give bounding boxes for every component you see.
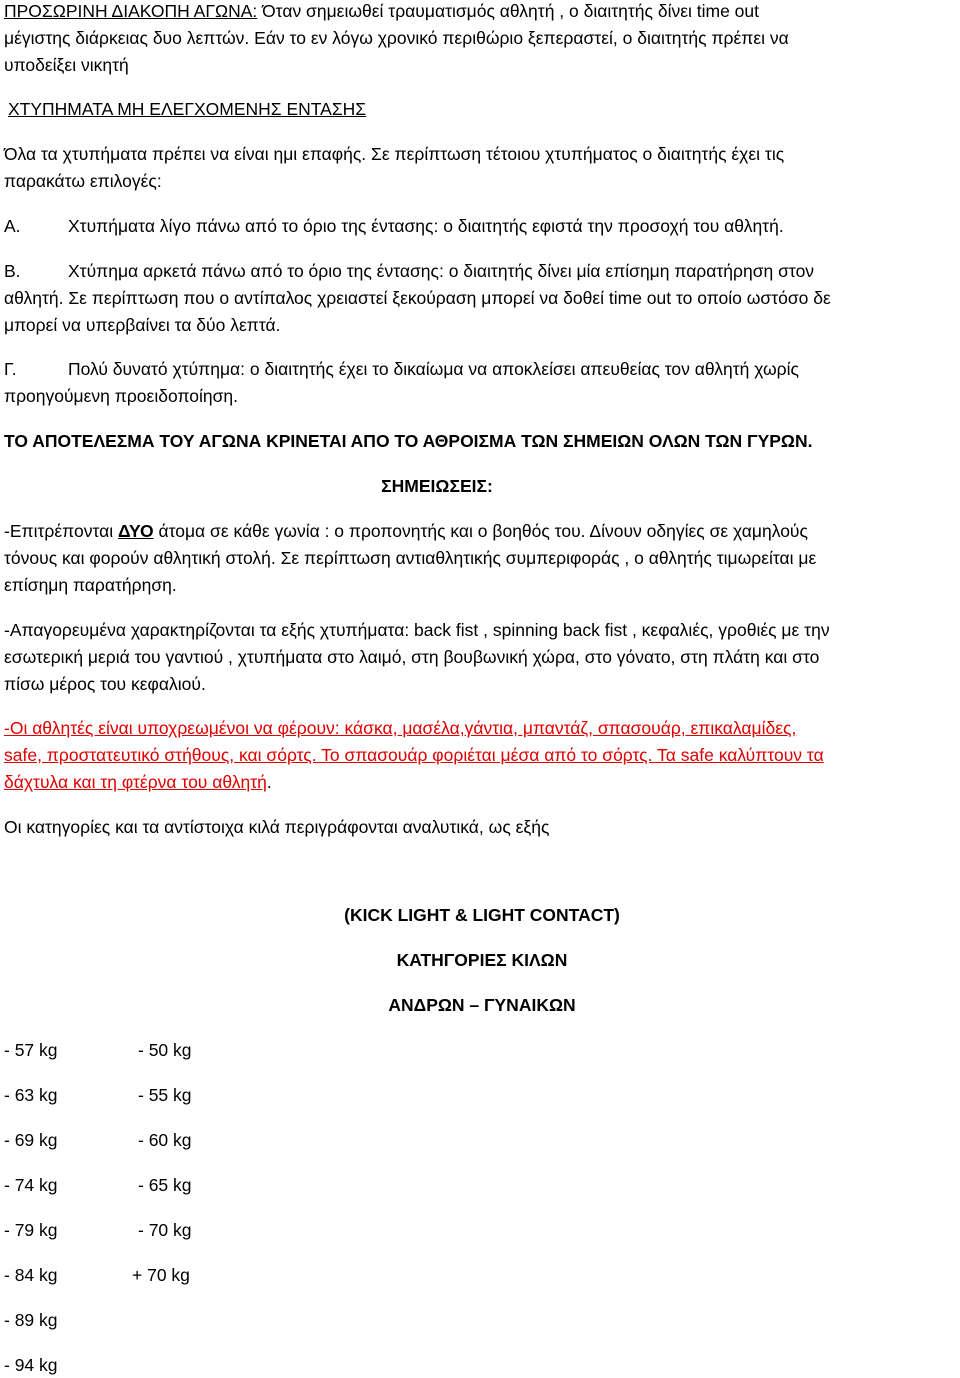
paragraph-line: safe, προστατευτικό στήθους, και σόρτς. Το σπασουάρ φοριέται μέσα από το σόρτς. Τα safe καλύπτουν τα — [4, 745, 824, 765]
option-text: Πολύ δυνατό χτύπημα: ο διαιτητής έχει το δικαίωμα να αποκλείσει απευθείας τον αθλητή χωρίς — [68, 359, 799, 379]
option-b — [4, 260, 815, 282]
women-weight: - 60 kg — [138, 1130, 192, 1150]
weight-row — [4, 1129, 192, 1151]
option-text: Χτύπημα αρκετά πάνω από το όριο της έντασης: ο διαιτητής δίνει μία επίσημη παρατήρηση στον — [68, 261, 815, 281]
women-weight: - 65 kg — [138, 1175, 192, 1195]
paragraph-line: αθλητή. Σε περίπτωση που ο αντίπαλος χρειαστεί ξεκούραση μπορεί να δοθεί time out το οποίο ωστόσο δε — [4, 288, 831, 308]
section-heading: ΧΤΥΠΗΜΑΤΑ ΜΗ ΕΛΕΓΧΟΜΕΝΗΣ ΕΝΤΑΣΗΣ — [8, 99, 367, 119]
note-1 — [4, 520, 808, 542]
women-weight: - 70 kg — [138, 1220, 192, 1240]
weight-row — [4, 1174, 192, 1196]
note-3: -Οι αθλητές είναι υποχρεωμένοι να φέρουν: κάσκα, μασέλα,γάντια, μπαντάζ, σπασουάρ, επικαλαμίδες, — [4, 718, 797, 738]
paragraph-line: μπορεί να υπερβαίνει τα δύο λεπτά. — [4, 315, 281, 335]
note-text: -Επιτρέπονται — [4, 521, 118, 541]
paragraph-line: παρακάτω επιλογές: — [4, 171, 162, 191]
option-marker: Β. — [4, 261, 21, 281]
men-weight: - 84 kg — [4, 1265, 58, 1285]
notes-title: ΣΗΜΕΙΩΣΕΙΣ: — [381, 476, 493, 496]
weight-row — [4, 1309, 132, 1331]
weight-row — [4, 1354, 132, 1376]
option-c — [4, 358, 799, 380]
paragraph-line: τόνους και φορούν αθλητική στολή. Σε περίπτωση αντιαθλητικής συμπεριφοράς , ο αθλητής τιμωρείται με — [4, 548, 817, 568]
women-weight: - 55 kg — [138, 1085, 192, 1105]
women-weight: + 70 kg — [132, 1265, 190, 1285]
weight-categories-title: ΚΑΤΗΓΟΡΙΕΣ ΚΙΛΩΝ — [396, 950, 568, 970]
paragraph-text: Όταν σημειωθεί τραυματισμός αθλητή , ο διαιτητής δίνει time out — [257, 1, 760, 21]
paragraph-line — [4, 771, 272, 793]
men-weight: - 94 kg — [4, 1355, 58, 1375]
paragraph-line: προηγούμενη προειδοποίηση. — [4, 386, 239, 406]
suspension-label: ΠΡΟΣΩΡΙΝΗ ΔΙΑΚΟΠΗ ΑΓΩΝΑ: — [4, 1, 258, 21]
categories-intro: Οι κατηγορίες και τα αντίστοιχα κιλά περιγράφονται αναλυτικά, ως εξής — [4, 817, 550, 837]
option-a — [4, 215, 784, 237]
men-weight: - 74 kg — [4, 1175, 58, 1195]
result-heading: ΤΟ ΑΠΟΤΕΛΕΣΜΑ ΤΟΥ ΑΓΩΝΑ ΚΡΙΝΕΤΑΙ ΑΠΟ ΤΟ ΑΘΡΟΙΣΜΑ ΤΩΝ ΣΗΜΕΙΩΝ ΟΛΩΝ ΤΩΝ ΓΥΡΩΝ. — [4, 431, 813, 451]
option-marker: Γ. — [4, 359, 17, 379]
option-text: Χτυπήματα λίγο πάνω από το όριο της έντασης: ο διαιτητής εφιστά την προσοχή του αθλητή. — [68, 216, 784, 236]
men-weight: - 69 kg — [4, 1130, 58, 1150]
men-weight: - 63 kg — [4, 1085, 58, 1105]
women-weight: - 50 kg — [138, 1040, 192, 1060]
paragraph-line: μέγιστης διάρκειας δυο λεπτών. Εάν το εν λόγω χρονικό περιθώριο ξεπεραστεί, ο διαιτητής πρέπει να — [4, 28, 789, 48]
paragraph-line: πίσω μέρος του κεφαλιού. — [4, 674, 206, 694]
men-women-title: ΑΝΔΡΩΝ – ΓΥΝΑΙΚΩΝ — [388, 995, 576, 1015]
paragraph-line: υποδείξει νικητή — [4, 55, 129, 75]
paragraph-line: εσωτερική μεριά του γαντιού , χτυπήματα στο λαιμό, στη βουβωνική χώρα, στο γόνατο, στη πλάτη και στο — [4, 647, 820, 667]
note-text: . — [266, 772, 272, 792]
men-weight: - 79 kg — [4, 1220, 58, 1240]
men-weight: - 57 kg — [4, 1040, 58, 1060]
option-marker: Α. — [4, 216, 21, 236]
weight-row — [4, 1219, 192, 1241]
weight-row — [4, 1084, 192, 1106]
note-emphasis: ΔΥΟ — [117, 521, 154, 541]
paragraph-line — [4, 0, 759, 22]
paragraph-line: επίσημη παρατήρηση. — [4, 575, 177, 595]
men-weight: - 89 kg — [4, 1310, 58, 1330]
weight-row — [4, 1264, 190, 1286]
weight-row — [4, 1039, 192, 1061]
paragraph-line: Όλα τα χτυπήματα πρέπει να είναι ημι επαφής. Σε περίπτωση τέτοιου χτυπήματος ο διαιτητής έχει τις — [4, 144, 785, 164]
note-text: άτομα σε κάθε γωνία : ο προπονητής και ο βοηθός του. Δίνουν οδηγίες σε χαμηλούς — [153, 521, 808, 541]
kick-light-title: (KICK LIGHT & LIGHT CONTACT) — [344, 905, 620, 925]
note-text: δάχτυλα και τη φτέρνα του αθλητή — [4, 772, 267, 792]
note-2: -Απαγορευμένα χαρακτηρίζονται τα εξής χτυπήματα: back fist , spinning back fist , κεφαλιές, γροθιές με την — [4, 620, 830, 640]
